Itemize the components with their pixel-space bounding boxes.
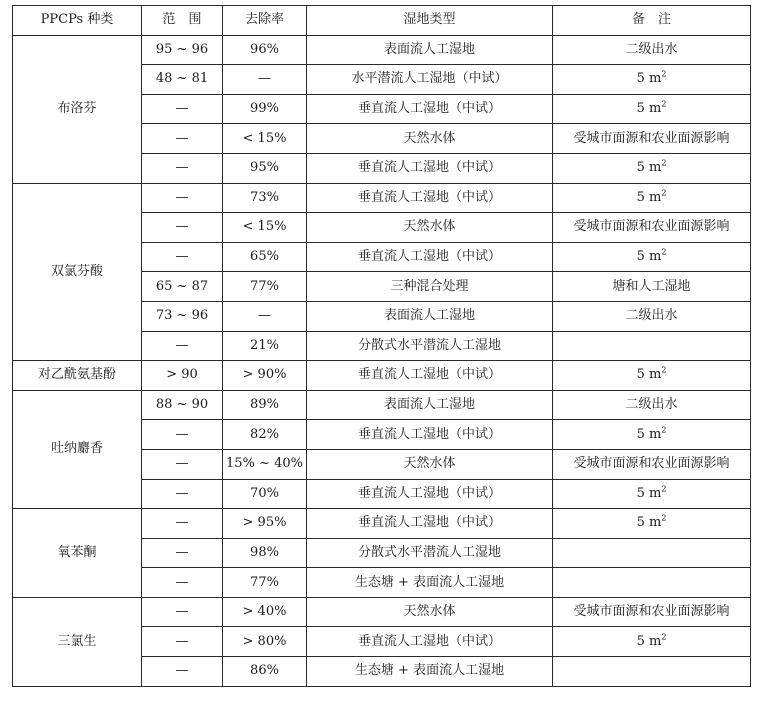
note-text: 受城市面源和农业面源影响	[573, 219, 730, 235]
ppcp-name-cell: 三氯生	[13, 597, 142, 686]
note-superscript: 2	[661, 425, 667, 435]
note-text: 5 m	[636, 160, 662, 176]
note-cell	[553, 597, 751, 627]
range-cell: —	[142, 331, 223, 361]
removal-rate-cell: 21%	[223, 331, 307, 361]
removal-rate-cell: 96%	[223, 35, 307, 65]
wetland-type-cell: 垂直流人工湿地（中试）	[307, 94, 553, 124]
range-cell: —	[142, 657, 223, 687]
range-cell: > 90	[142, 361, 223, 391]
removal-rate-cell: > 80%	[223, 627, 307, 657]
note-cell	[553, 657, 751, 687]
removal-rate-cell: < 15%	[223, 213, 307, 243]
removal-rate-cell: 73%	[223, 183, 307, 213]
wetland-type-cell: 天然水体	[307, 449, 553, 479]
note-superscript: 2	[661, 188, 667, 198]
removal-rate-cell: < 15%	[223, 124, 307, 154]
table-row	[13, 597, 751, 627]
wetland-type-cell: 垂直流人工湿地（中试）	[307, 479, 553, 509]
wetland-type-cell: 生态塘 + 表面流人工湿地	[307, 568, 553, 598]
range-cell: —	[142, 627, 223, 657]
wetland-type-cell: 表面流人工湿地	[307, 301, 553, 331]
note-cell	[553, 509, 751, 539]
range-cell: —	[142, 213, 223, 243]
removal-rate-cell: 89%	[223, 390, 307, 420]
note-cell	[553, 65, 751, 95]
note-cell	[553, 331, 751, 361]
note-text: 5 m	[636, 71, 662, 87]
note-cell	[553, 420, 751, 450]
range-cell: —	[142, 153, 223, 183]
ppcp-name-cell: 吐纳麝香	[13, 390, 142, 508]
wetland-type-cell: 表面流人工湿地	[307, 390, 553, 420]
removal-rate-cell: 77%	[223, 272, 307, 302]
header-wetland-type: 湿地类型	[307, 6, 553, 36]
wetland-type-cell: 垂直流人工湿地（中试）	[307, 509, 553, 539]
wetland-type-cell: 三种混合处理	[307, 272, 553, 302]
note-cell	[553, 183, 751, 213]
note-text: 5 m	[636, 101, 662, 117]
range-cell: —	[142, 94, 223, 124]
range-cell: —	[142, 509, 223, 539]
note-cell	[553, 213, 751, 243]
note-cell	[553, 301, 751, 331]
range-cell: 65 ~ 87	[142, 272, 223, 302]
removal-rate-cell: 77%	[223, 568, 307, 598]
note-cell	[553, 242, 751, 272]
range-cell: —	[142, 568, 223, 598]
removal-rate-cell: 95%	[223, 153, 307, 183]
table-body	[13, 35, 751, 686]
note-cell	[553, 153, 751, 183]
note-superscript: 2	[661, 70, 667, 80]
wetland-type-cell: 表面流人工湿地	[307, 35, 553, 65]
note-cell	[553, 124, 751, 154]
removal-rate-cell: 98%	[223, 538, 307, 568]
ppcp-name-cell: 对乙酰氨基酚	[13, 361, 142, 391]
note-text: 受城市面源和农业面源影响	[573, 604, 730, 620]
note-cell	[553, 568, 751, 598]
table-row	[13, 361, 751, 391]
note-cell	[553, 538, 751, 568]
note-text: 塘和人工湿地	[612, 278, 691, 294]
range-cell: —	[142, 183, 223, 213]
ppcp-name-cell: 双氯芬酸	[13, 183, 142, 361]
note-text: 5 m	[636, 249, 662, 265]
note-cell	[553, 94, 751, 124]
removal-rate-cell: 15% ~ 40%	[223, 449, 307, 479]
range-cell: 73 ~ 96	[142, 301, 223, 331]
header-removal-rate: 去除率	[223, 6, 307, 36]
note-text: 5 m	[636, 367, 662, 383]
note-superscript: 2	[661, 366, 667, 376]
note-superscript: 2	[661, 514, 667, 524]
range-cell: 88 ~ 90	[142, 390, 223, 420]
note-text: 5 m	[636, 515, 662, 531]
wetland-type-cell: 垂直流人工湿地（中试）	[307, 183, 553, 213]
header-row	[13, 6, 751, 36]
note-text: 二级出水	[625, 41, 678, 57]
note-superscript: 2	[661, 484, 667, 494]
wetland-type-cell: 分散式水平潜流人工湿地	[307, 331, 553, 361]
table-row	[13, 509, 751, 539]
range-cell: —	[142, 597, 223, 627]
note-text: 5 m	[636, 189, 662, 205]
note-superscript: 2	[661, 632, 667, 642]
removal-rate-cell: > 90%	[223, 361, 307, 391]
note-cell	[553, 361, 751, 391]
range-cell: 95 ~ 96	[142, 35, 223, 65]
note-text: 受城市面源和农业面源影响	[573, 130, 730, 146]
note-cell	[553, 627, 751, 657]
removal-rate-cell: 70%	[223, 479, 307, 509]
note-text: 二级出水	[625, 397, 678, 413]
header-ppcp-type: PPCPs 种类	[13, 6, 142, 36]
note-cell	[553, 272, 751, 302]
wetland-type-cell: 分散式水平潜流人工湿地	[307, 538, 553, 568]
range-cell: 48 ~ 81	[142, 65, 223, 95]
note-text: 5 m	[636, 426, 662, 442]
wetland-type-cell: 天然水体	[307, 597, 553, 627]
range-cell: —	[142, 420, 223, 450]
note-cell	[553, 390, 751, 420]
note-cell	[553, 479, 751, 509]
note-superscript: 2	[661, 158, 667, 168]
removal-rate-cell: > 40%	[223, 597, 307, 627]
removal-rate-cell: 99%	[223, 94, 307, 124]
note-cell	[553, 449, 751, 479]
ppcp-removal-table	[12, 5, 751, 687]
wetland-type-cell: 天然水体	[307, 213, 553, 243]
ppcp-name-cell: 氧苯酮	[13, 509, 142, 598]
wetland-type-cell: 垂直流人工湿地（中试）	[307, 627, 553, 657]
range-cell: —	[142, 479, 223, 509]
note-superscript: 2	[661, 247, 667, 257]
table-row	[13, 183, 751, 213]
removal-rate-cell: 65%	[223, 242, 307, 272]
table-row	[13, 390, 751, 420]
header-range: 范 围	[142, 6, 223, 36]
range-cell: —	[142, 449, 223, 479]
removal-rate-cell: —	[223, 301, 307, 331]
wetland-type-cell: 垂直流人工湿地（中试）	[307, 420, 553, 450]
removal-rate-cell: > 95%	[223, 509, 307, 539]
range-cell: —	[142, 538, 223, 568]
note-text: 受城市面源和农业面源影响	[573, 456, 730, 472]
wetland-type-cell: 天然水体	[307, 124, 553, 154]
wetland-type-cell: 生态塘 + 表面流人工湿地	[307, 657, 553, 687]
note-cell	[553, 35, 751, 65]
note-text: 5 m	[636, 633, 662, 649]
wetland-type-cell: 垂直流人工湿地（中试）	[307, 153, 553, 183]
note-superscript: 2	[661, 99, 667, 109]
wetland-type-cell: 垂直流人工湿地（中试）	[307, 242, 553, 272]
ppcp-name-cell: 布洛芬	[13, 35, 142, 183]
removal-rate-cell: —	[223, 65, 307, 95]
note-text: 5 m	[636, 485, 662, 501]
range-cell: —	[142, 242, 223, 272]
removal-rate-cell: 82%	[223, 420, 307, 450]
range-cell: —	[142, 124, 223, 154]
note-text: 二级出水	[625, 308, 678, 324]
wetland-type-cell: 垂直流人工湿地（中试）	[307, 361, 553, 391]
wetland-type-cell: 水平潜流人工湿地（中试）	[307, 65, 553, 95]
removal-rate-cell: 86%	[223, 657, 307, 687]
table-row	[13, 35, 751, 65]
header-note: 备 注	[553, 6, 751, 36]
